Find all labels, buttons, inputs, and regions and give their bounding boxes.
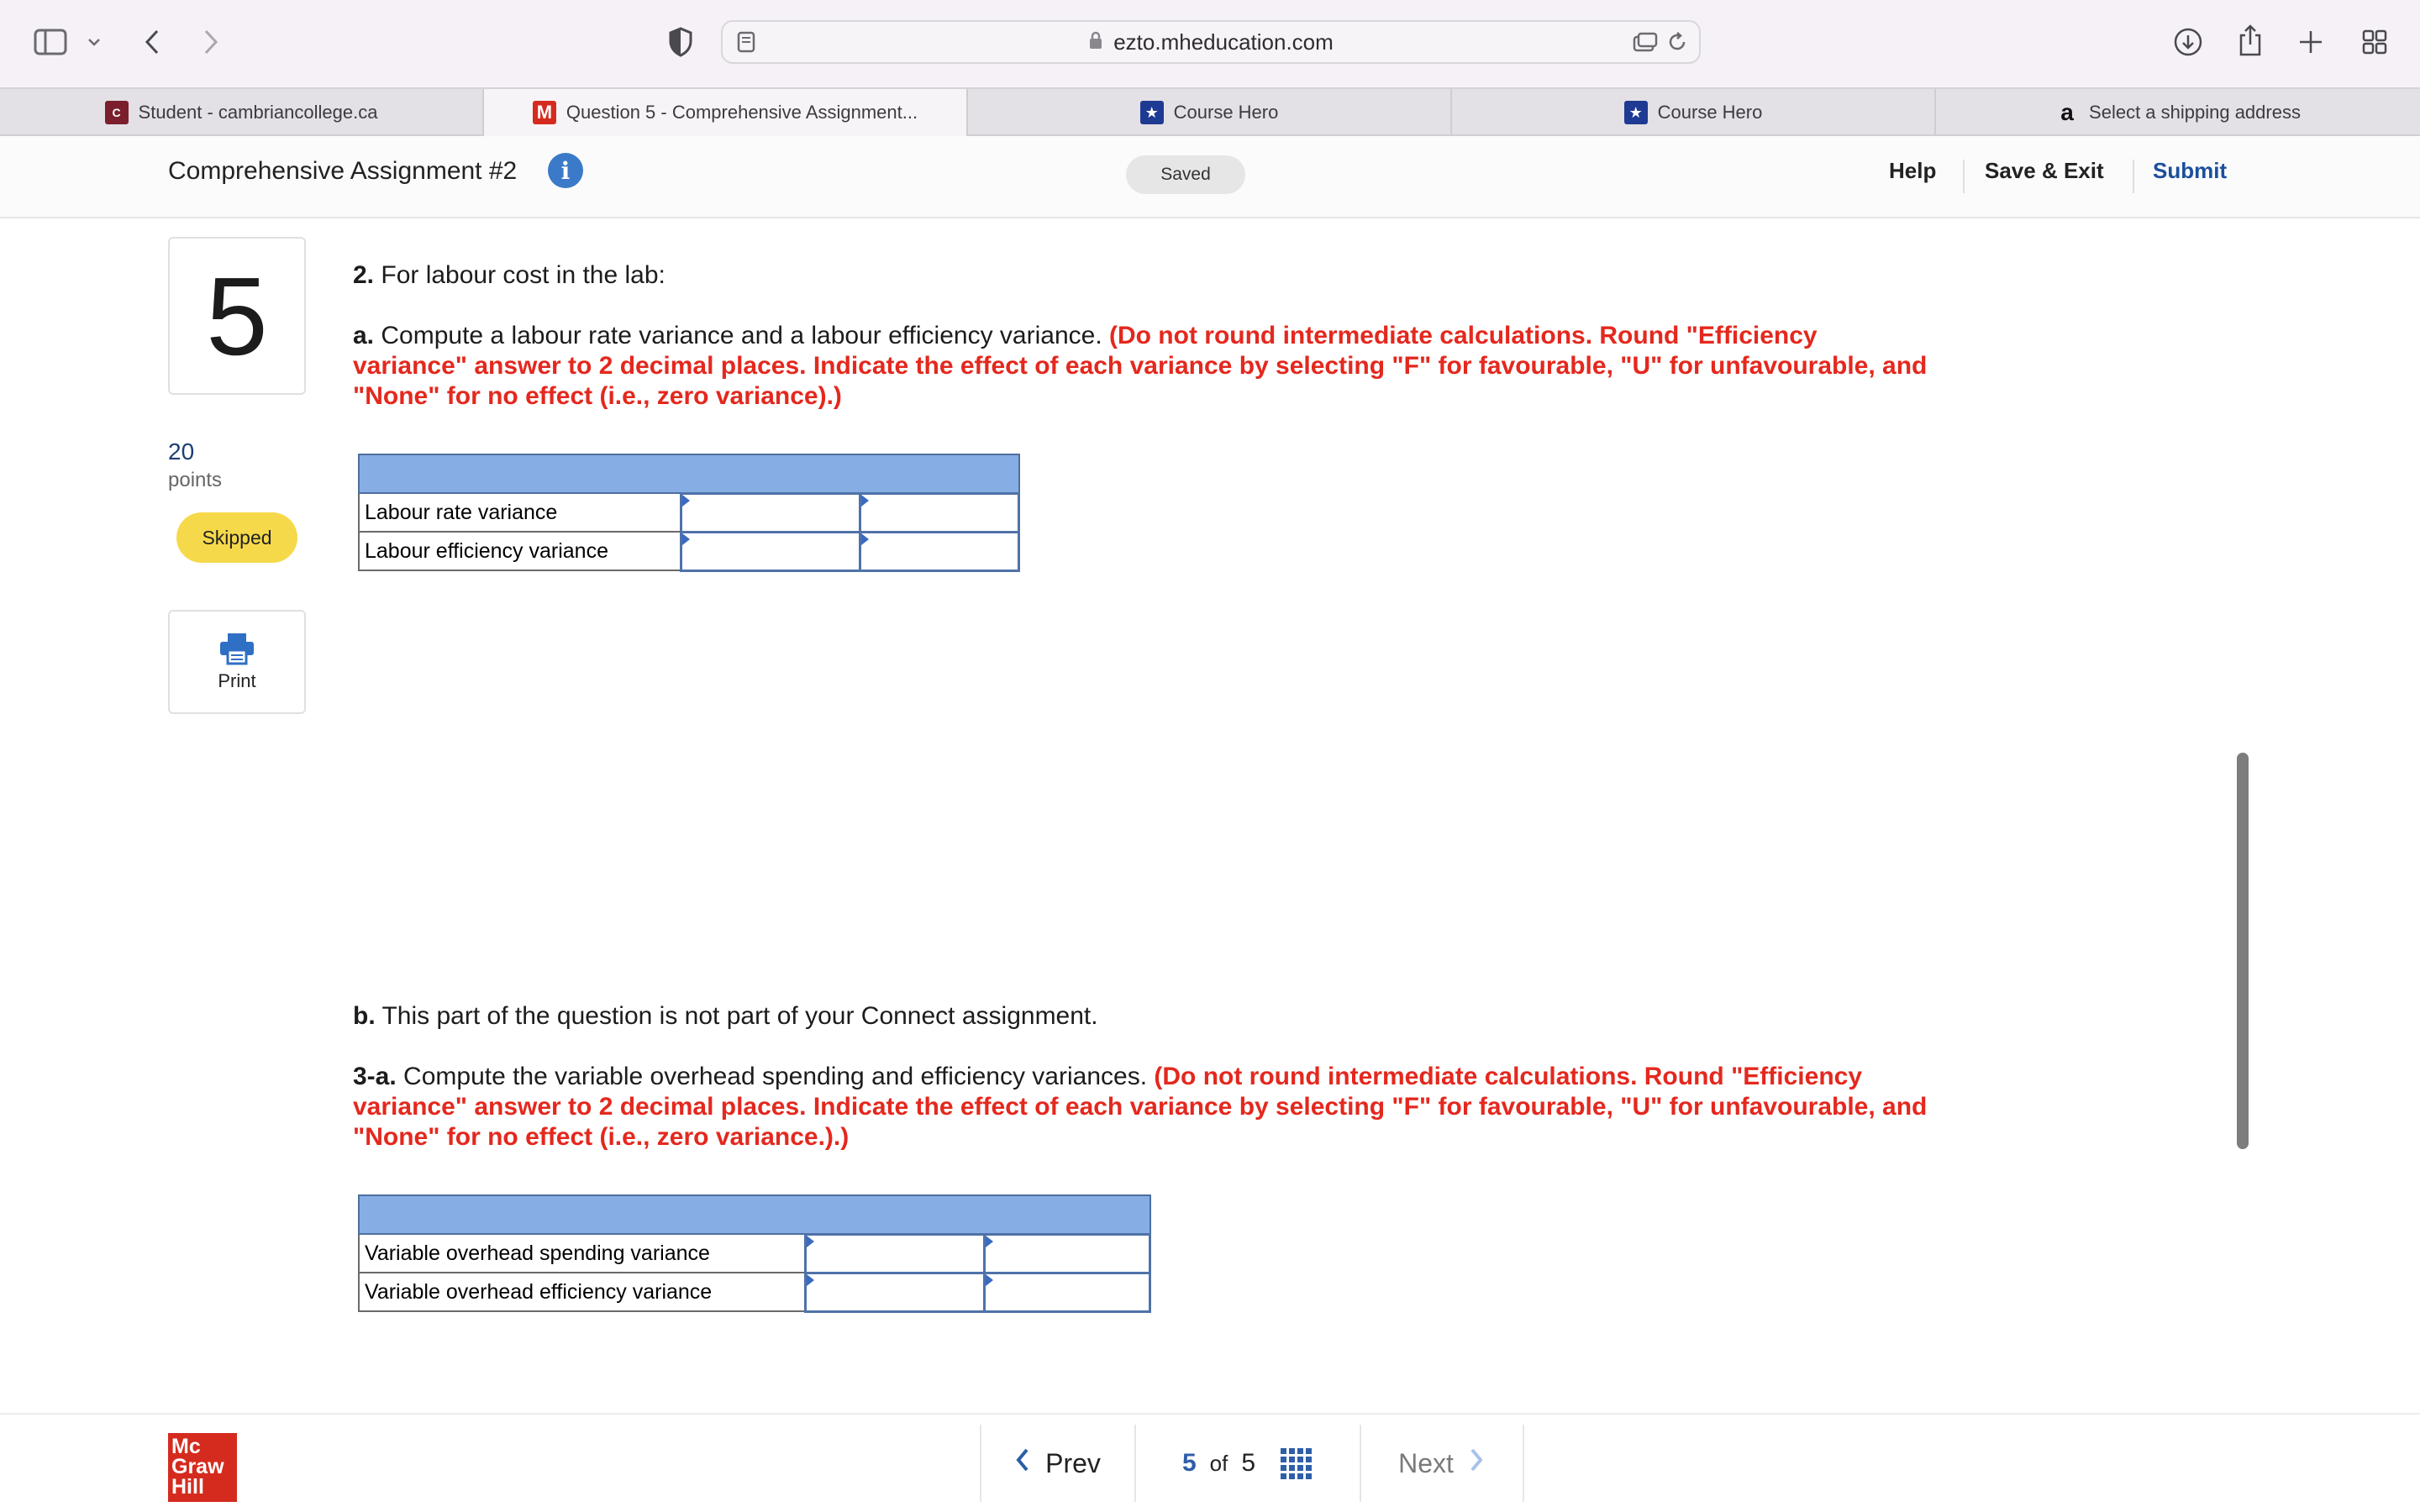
skipped-badge: Skipped: [176, 512, 297, 563]
table-header-cell: [359, 454, 1019, 493]
row-label: Variable overhead efficiency variance: [359, 1273, 805, 1311]
url-text: ezto.mheducation.com: [1113, 29, 1334, 55]
part-number: b.: [353, 1002, 376, 1030]
table-row: [359, 532, 1019, 570]
tab-course-hero-2[interactable]: [1452, 89, 1936, 136]
mcgraw-hill-logo: [168, 1433, 237, 1502]
amount-field[interactable]: [807, 1236, 983, 1272]
chevron-right-icon: [1469, 1447, 1484, 1479]
labour-rate-amount-input[interactable]: [681, 493, 860, 532]
labour-variance-table: [358, 454, 1020, 572]
print-label: Print: [218, 670, 256, 691]
printer-icon: [218, 632, 255, 665]
help-button[interactable]: Help: [1889, 158, 1937, 183]
amount-field[interactable]: [682, 533, 859, 570]
table-row: [359, 493, 1019, 532]
overhead-spending-amount-input[interactable]: [805, 1234, 984, 1273]
tab-overview-icon[interactable]: [1632, 30, 1659, 54]
prev-button[interactable]: [980, 1425, 1136, 1502]
tab-course-hero-1[interactable]: [968, 89, 1452, 136]
download-icon[interactable]: [2171, 25, 2205, 59]
tab-bar: [0, 87, 2420, 136]
next-label: Next: [1398, 1447, 1454, 1478]
amazon-favicon-icon: a: [2060, 99, 2074, 125]
table-header-cell: [359, 1195, 1150, 1234]
reload-icon[interactable]: [1665, 30, 1689, 54]
effect-field[interactable]: [861, 495, 1018, 531]
privacy-shield-icon[interactable]: [666, 25, 696, 59]
instructions-text: (Do not round intermediate calculations. Round "Efficiency variance" answer to 2 decimal places. Indicate the effect of each variance by selecting "F" for favourable, "U" for unfavourable, and "None" for no effect (i.e., zero variance.).): [353, 1063, 1928, 1151]
forward-icon[interactable]: [198, 25, 224, 59]
browser-toolbar: [0, 0, 2420, 87]
divider: [1963, 160, 1965, 193]
logo-line: Graw: [171, 1455, 224, 1478]
table-row: [359, 1234, 1150, 1273]
labour-efficiency-amount-input[interactable]: [681, 532, 860, 570]
page-indicator[interactable]: [1134, 1425, 1361, 1502]
cambrian-favicon-icon: C: [105, 101, 129, 124]
table-row: [359, 1273, 1150, 1311]
current-page: 5: [1181, 1449, 1197, 1477]
prompt-text: This part of the question is not part of your Connect assignment.: [375, 1002, 1098, 1030]
sidebar-toggle-icon[interactable]: [32, 27, 69, 57]
part-number: 2.: [353, 261, 375, 289]
share-icon[interactable]: [2233, 22, 2267, 59]
intro-text: For labour cost in the lab:: [374, 261, 666, 289]
address-bar[interactable]: [721, 20, 1701, 64]
effect-field[interactable]: [861, 533, 1018, 570]
table-header-row: [359, 454, 1019, 493]
total-pages: 5: [1241, 1449, 1256, 1477]
chevron-left-icon: [1015, 1447, 1030, 1479]
part-number: a.: [353, 322, 375, 349]
of-label: of: [1209, 1450, 1228, 1476]
effect-field[interactable]: [986, 1274, 1149, 1310]
print-button[interactable]: [168, 610, 306, 714]
part-number: 3-a.: [353, 1063, 397, 1090]
submit-button[interactable]: Submit: [2153, 158, 2228, 183]
tab-label: Course Hero: [1173, 102, 1279, 123]
instructions-text: (Do not round intermediate calculations. Round "Efficiency variance" answer to 2 decimal places. Indicate the effect of each variance by selecting "F" for favourable, "U" for unfavourable, and "None" for no effect (i.e., zero variance).): [353, 322, 1928, 410]
labour-efficiency-effect-select[interactable]: [860, 532, 1018, 570]
save-exit-button[interactable]: Save & Exit: [1985, 158, 2104, 183]
course-hero-favicon-icon: ★: [1624, 101, 1648, 124]
tab-label: Course Hero: [1657, 102, 1763, 123]
new-tab-icon[interactable]: [2294, 25, 2328, 59]
amount-field[interactable]: [807, 1274, 983, 1310]
lock-icon: [1088, 29, 1103, 55]
tab-amazon[interactable]: [1936, 89, 2420, 136]
tab-grid-icon[interactable]: [2358, 25, 2391, 59]
question-intro: [353, 260, 1933, 291]
question-number: 5: [168, 237, 306, 395]
overhead-variance-table: [358, 1194, 1151, 1313]
scrollbar-thumb[interactable]: [2237, 753, 2249, 1149]
part-3a-prompt: [353, 1062, 1933, 1152]
overhead-efficiency-effect-select[interactable]: [984, 1273, 1150, 1311]
info-icon[interactable]: i: [548, 153, 583, 188]
tab-label: Select a shipping address: [2089, 102, 2301, 123]
logo-line: Mc: [171, 1435, 201, 1458]
prev-label: Prev: [1045, 1447, 1101, 1478]
effect-field[interactable]: [986, 1236, 1149, 1272]
part-a-prompt: [353, 321, 1933, 412]
overhead-spending-effect-select[interactable]: [984, 1234, 1150, 1273]
prompt-text: Compute a labour rate variance and a labour efficiency variance.: [374, 322, 1109, 349]
overhead-efficiency-amount-input[interactable]: [805, 1273, 984, 1311]
logo-line: Hill: [171, 1475, 204, 1499]
saved-status-badge: Saved: [1126, 155, 1245, 194]
mcgraw-hill-favicon-icon: M: [533, 101, 556, 124]
next-button[interactable]: [1360, 1425, 1524, 1502]
row-label: Labour rate variance: [359, 493, 681, 532]
back-icon[interactable]: [139, 25, 165, 59]
chevron-down-icon[interactable]: [84, 32, 104, 52]
question-grid-icon[interactable]: [1281, 1448, 1312, 1479]
tab-question-5[interactable]: [484, 89, 968, 136]
row-label: Labour efficiency variance: [359, 532, 681, 570]
points-label: points: [168, 469, 223, 491]
course-hero-favicon-icon: ★: [1140, 101, 1164, 124]
amount-field[interactable]: [682, 495, 859, 531]
divider: [2133, 160, 2134, 193]
assignment-header: [0, 136, 2420, 218]
labour-rate-effect-select[interactable]: [860, 493, 1018, 532]
tab-label: Question 5 - Comprehensive Assignment...: [566, 102, 918, 123]
tab-cambrian[interactable]: [0, 89, 484, 136]
footer-nav: [0, 1413, 2420, 1512]
row-label: Variable overhead spending variance: [359, 1234, 805, 1273]
assignment-title: Comprehensive Assignment #2: [168, 157, 518, 185]
prompt-text: Compute the variable overhead spending and efficiency variances.: [396, 1063, 1155, 1090]
table-header-row: [359, 1195, 1150, 1234]
tab-label: Student - cambriancollege.ca: [138, 102, 378, 123]
points-value: 20: [168, 438, 195, 465]
part-b-prompt: [353, 1001, 1933, 1032]
